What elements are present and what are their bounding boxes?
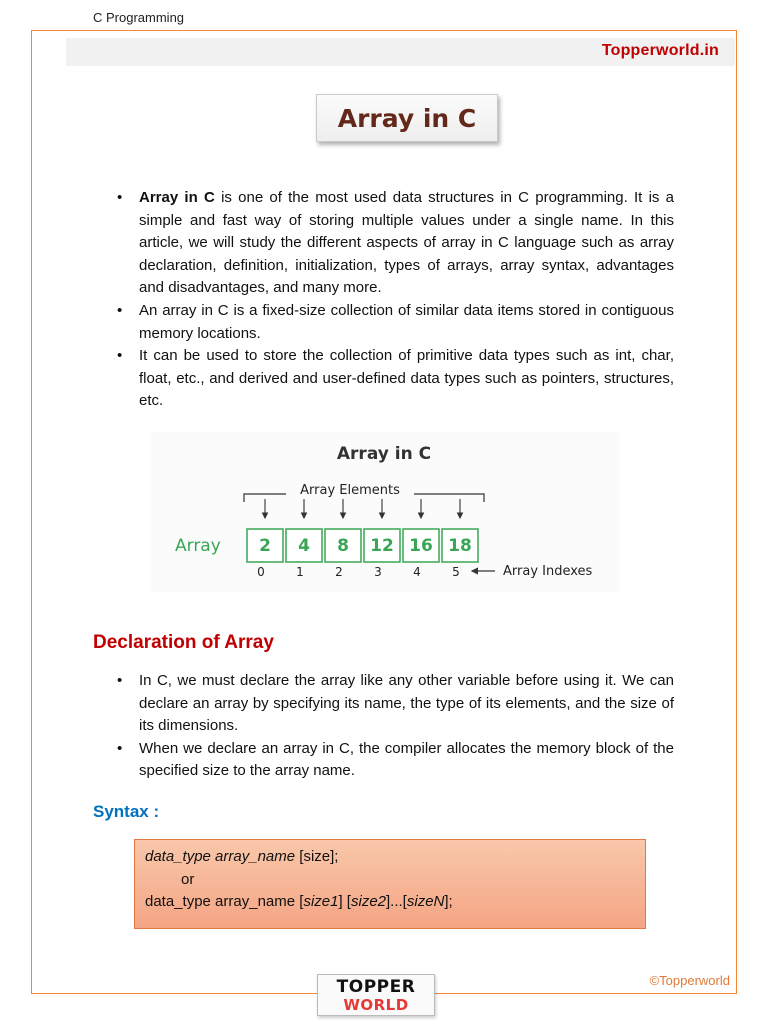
array-index: 5: [452, 565, 460, 579]
list-item-text: An array in C is a fixed-size collection of similar data items stored in contiguous memory locations.: [139, 301, 674, 342]
diagram-title: Array in C: [336, 444, 432, 464]
list-item: [117, 187, 674, 300]
syntax-heading: Syntax :: [93, 802, 160, 821]
declaration-bullet-list: [117, 670, 674, 783]
section-heading: Declaration of Array: [93, 632, 274, 653]
list-item: [117, 670, 674, 738]
list-item-text: When we declare an array in C, the compiler allocates the memory block of the specified size to the array name.: [139, 739, 674, 780]
index-label: Array Indexes: [503, 564, 593, 579]
code-text: ] [: [338, 893, 351, 910]
topperworld-logo: [317, 974, 435, 1016]
brand-bar: [66, 38, 735, 66]
code-text: ]...[: [386, 893, 407, 910]
code-line-2: or: [181, 870, 195, 888]
code-text: data_type array_name [: [145, 893, 304, 910]
list-item-text: In C, we must declare the array like any other variable before using it. We can declare an array by specifying its name, the type of its elements, and the size of its dimensions.: [139, 672, 674, 735]
array-index: 3: [374, 565, 382, 579]
list-item: [117, 345, 674, 413]
elements-label: Array Elements: [300, 483, 400, 498]
list-item: [117, 300, 674, 345]
code-italic: sizeN: [406, 893, 445, 910]
code-line-1: [145, 846, 635, 869]
array-index: 1: [296, 565, 304, 579]
code-text: ];: [444, 893, 453, 910]
logo-text-top: TOPPER: [336, 977, 416, 997]
intro-bullet-list: [117, 187, 674, 413]
array-value: 16: [409, 536, 433, 556]
code-text: [size];: [295, 848, 339, 865]
list-item-text: is one of the most used data structures in C programming. It is a simple and fast way of storing multiple values under a single name. In this article, we will study the different aspects of array in C language such as array declaration, definition, initialization, types of arrays, array syntax, advantages and disadvantages, and many more.: [139, 189, 674, 297]
list-item: [117, 738, 674, 783]
bold-term: Array in C: [139, 189, 215, 206]
title-box: [316, 94, 498, 142]
array-index: 0: [257, 565, 265, 579]
array-label: Array: [175, 536, 221, 556]
syntax-code-box: [134, 839, 646, 929]
document-header-label: C Programming: [93, 10, 185, 25]
array-value: 4: [298, 536, 310, 556]
brand-link[interactable]: Topperworld.in: [601, 42, 719, 59]
array-value: 12: [370, 536, 394, 556]
list-item-text: It can be used to store the collection of primitive data types such as int, char, float, etc., and derived and user-defined data types such as pointers, structures, etc.: [139, 347, 674, 410]
array-value: 2: [259, 536, 271, 556]
page-title: Array in C: [337, 103, 477, 133]
code-italic: data_type array_name: [145, 848, 296, 865]
copyright-text: ©Topperworld: [649, 973, 730, 988]
logo-text-bottom: WORLD: [343, 996, 409, 1014]
array-value: 8: [337, 536, 349, 556]
array-index: 4: [413, 565, 421, 579]
code-line-3: [145, 891, 635, 914]
array-value: 18: [448, 536, 472, 556]
code-italic: size1: [303, 893, 339, 910]
code-italic: size2: [350, 893, 387, 910]
array-index: 2: [335, 565, 343, 579]
array-diagram: [150, 432, 620, 592]
